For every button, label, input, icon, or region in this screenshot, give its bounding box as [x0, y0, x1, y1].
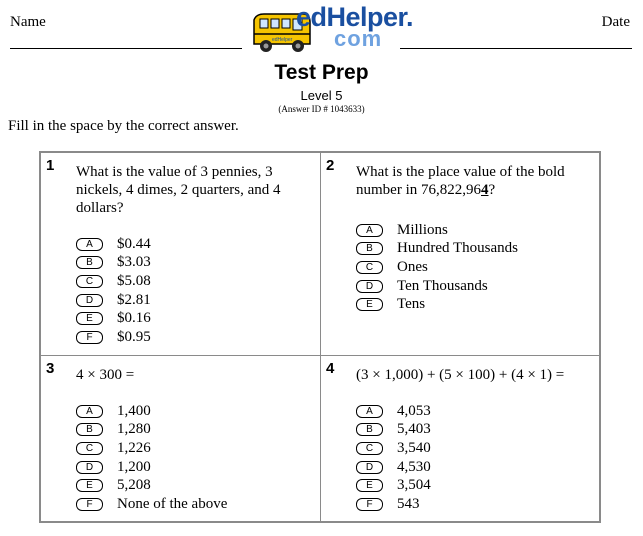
- choice-text: Ten Thousands: [397, 277, 488, 294]
- choice-text: 5,208: [117, 477, 151, 494]
- question-number: 4: [326, 360, 335, 377]
- answer-bubble[interactable]: B: [356, 423, 383, 436]
- answer-bubble[interactable]: D: [356, 461, 383, 474]
- choice-text: $5.08: [117, 272, 151, 289]
- choice-e[interactable]: [356, 476, 431, 495]
- choice-d[interactable]: [356, 277, 518, 296]
- choice-text: Hundred Thousands: [397, 240, 518, 257]
- answer-id: (Answer ID # 1043633): [278, 104, 365, 114]
- date-label: Date: [601, 14, 630, 30]
- question-3: [41, 356, 321, 521]
- answer-bubble[interactable]: E: [76, 312, 103, 325]
- choice-text: 3,504: [397, 477, 431, 494]
- answer-bubble[interactable]: F: [76, 498, 103, 511]
- choice-b[interactable]: [356, 421, 431, 440]
- question-1: [41, 153, 321, 356]
- choice-text: 5,403: [397, 421, 431, 438]
- choice-text: None of the above: [117, 495, 228, 512]
- answer-bubble[interactable]: B: [76, 256, 103, 269]
- choice-text: $0.44: [117, 235, 151, 252]
- question-number: 2: [326, 157, 335, 174]
- choice-text: 1,226: [117, 439, 151, 456]
- answer-bubble[interactable]: C: [356, 261, 383, 274]
- choice-e[interactable]: [76, 476, 227, 495]
- choice-b[interactable]: [356, 240, 518, 259]
- answer-bubble[interactable]: E: [76, 479, 103, 492]
- choice-a[interactable]: [356, 402, 431, 421]
- answer-bubble[interactable]: E: [356, 298, 383, 311]
- bold-digit: 4: [481, 182, 489, 198]
- answer-bubble[interactable]: B: [76, 423, 103, 436]
- name-label: Name: [10, 14, 46, 30]
- choice-e[interactable]: [76, 309, 151, 328]
- answer-bubble[interactable]: C: [76, 275, 103, 288]
- answer-bubble[interactable]: D: [76, 461, 103, 474]
- choice-text: Ones: [397, 258, 428, 275]
- choice-text: $0.95: [117, 328, 151, 345]
- choice-d[interactable]: [76, 291, 151, 310]
- date-line: [400, 48, 632, 49]
- bus-logo-text: edHelper: [272, 37, 293, 43]
- level-label: Level 5: [300, 88, 343, 103]
- choice-text: $2.81: [117, 291, 151, 308]
- choice-f[interactable]: [76, 495, 227, 514]
- page-title: Test Prep: [274, 61, 369, 84]
- choice-text: 4,053: [397, 402, 431, 419]
- question-number: 3: [46, 360, 55, 377]
- choice-text: $0.16: [117, 310, 151, 327]
- answer-bubble[interactable]: F: [76, 331, 103, 344]
- choice-list: [76, 235, 151, 347]
- choice-text: 3,540: [397, 439, 431, 456]
- answer-bubble[interactable]: A: [76, 405, 103, 418]
- choice-text: 4,530: [397, 458, 431, 475]
- question-grid: [39, 151, 601, 523]
- answer-bubble[interactable]: A: [76, 238, 103, 251]
- question-number: 1: [46, 157, 55, 174]
- answer-bubble[interactable]: D: [76, 294, 103, 307]
- answer-bubble[interactable]: C: [356, 442, 383, 455]
- choice-list: [356, 402, 431, 514]
- question-text: 4 × 300 =: [76, 367, 135, 383]
- choice-c[interactable]: [356, 439, 431, 458]
- answer-bubble[interactable]: A: [356, 405, 383, 418]
- choice-e[interactable]: [356, 295, 518, 314]
- choice-c[interactable]: [356, 258, 518, 277]
- choice-d[interactable]: [76, 458, 227, 477]
- question-text-before: What is the place value of the bold number in 76,822,96: [356, 164, 565, 198]
- choice-text: $3.03: [117, 254, 151, 271]
- choice-a[interactable]: [356, 221, 518, 240]
- question-text: What is the value of 3 pennies, 3 nickels, 4 dimes, 2 quarters, and 4 dollars?: [76, 164, 281, 216]
- choice-d[interactable]: [356, 458, 431, 477]
- choice-text: 1,200: [117, 458, 151, 475]
- answer-bubble[interactable]: C: [76, 442, 103, 455]
- answer-bubble[interactable]: B: [356, 242, 383, 255]
- choice-text: 543: [397, 495, 420, 512]
- logo-wordmark: edHelper.: [296, 2, 414, 32]
- choice-c[interactable]: [76, 272, 151, 291]
- question-text: (3 × 1,000) + (5 × 100) + (4 × 1) =: [356, 367, 565, 383]
- choice-text: 1,400: [117, 402, 151, 419]
- answer-bubble[interactable]: F: [356, 498, 383, 511]
- choice-f[interactable]: [76, 328, 151, 347]
- choice-list: [356, 221, 518, 314]
- choice-text: Millions: [397, 221, 448, 238]
- choice-text: 1,280: [117, 421, 151, 438]
- answer-bubble[interactable]: D: [356, 280, 383, 293]
- answer-bubble[interactable]: A: [356, 224, 383, 237]
- instructions: Fill in the space by the correct answer.: [8, 118, 239, 134]
- question-text: [356, 163, 592, 199]
- choice-a[interactable]: [76, 402, 227, 421]
- choice-list: [76, 402, 227, 514]
- question-4: [321, 356, 599, 521]
- answer-bubble[interactable]: E: [356, 479, 383, 492]
- choice-a[interactable]: [76, 235, 151, 254]
- logo-com: com: [334, 26, 383, 51]
- choice-b[interactable]: [76, 421, 227, 440]
- question-text-after: ?: [488, 182, 496, 198]
- name-line: [10, 48, 242, 49]
- choice-text: Tens: [397, 296, 426, 313]
- choice-b[interactable]: [76, 254, 151, 273]
- question-2: [321, 153, 599, 356]
- choice-f[interactable]: [356, 495, 431, 514]
- edhelper-logo: [250, 2, 414, 58]
- choice-c[interactable]: [76, 439, 227, 458]
